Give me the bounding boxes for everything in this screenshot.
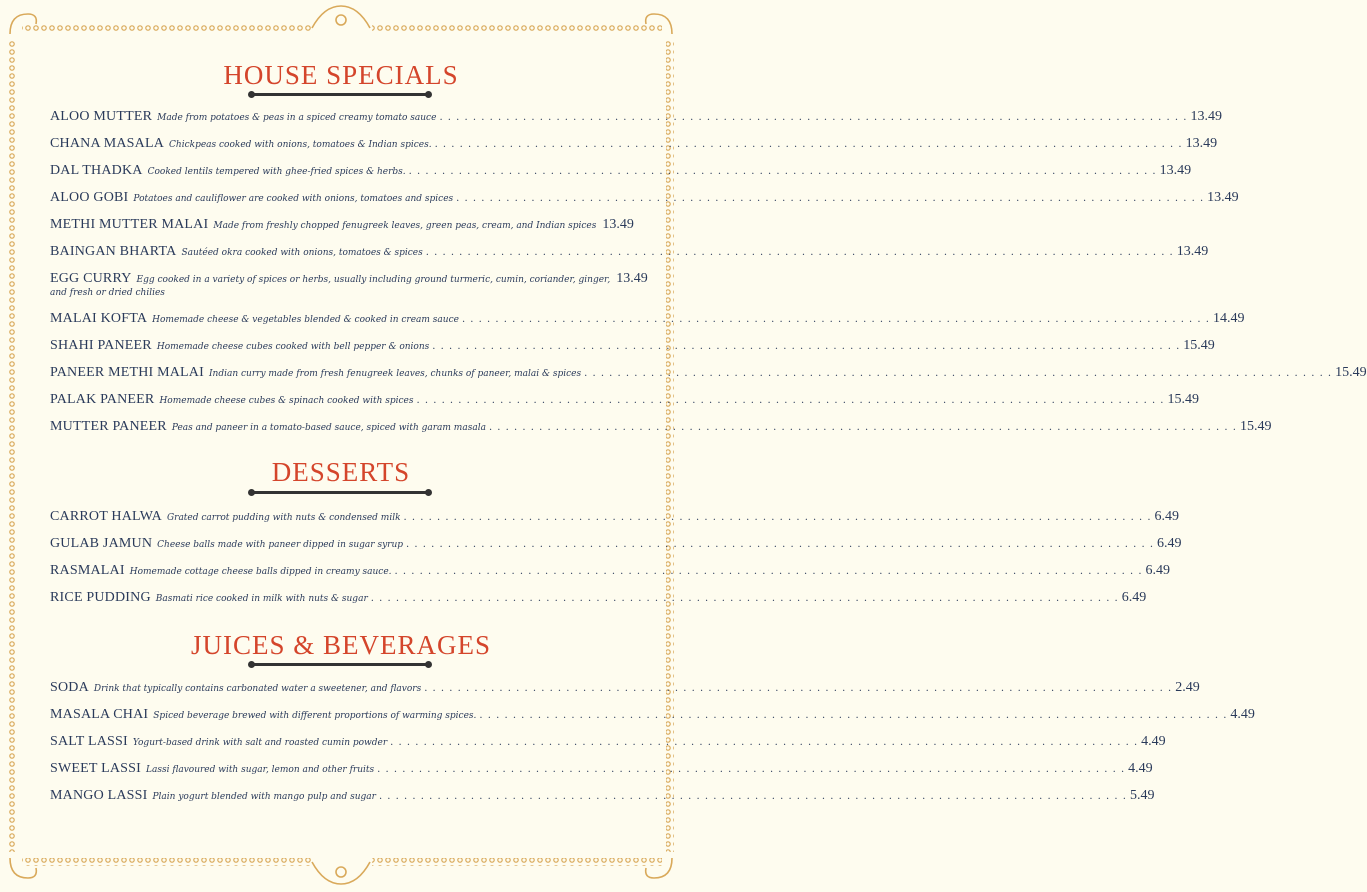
item-description: Yogurt-based drink with salt and roasted cumin powder xyxy=(132,738,388,748)
item-price: 13.49 xyxy=(1176,244,1209,259)
item-description: Sautéed okra cooked with onions, tomatoes & spices xyxy=(181,248,423,258)
item-name: GULAB JAMUN xyxy=(50,536,153,551)
item-name: PALAK PANEER xyxy=(50,392,155,407)
item-price: 15.49 xyxy=(1183,338,1215,353)
item-name: METHI MUTTER MALAI xyxy=(50,217,209,232)
leader-dots xyxy=(456,193,1204,204)
leader-dots xyxy=(584,368,1332,379)
item-description: Cheese balls made with paneer dipped in sugar syrup xyxy=(157,540,404,550)
leader-dots xyxy=(417,395,1165,406)
section-divider xyxy=(251,491,429,494)
item-name: MANGO LASSI xyxy=(50,788,148,803)
item-name: MASALA CHAI xyxy=(50,707,149,722)
menu-item xyxy=(50,136,1218,163)
leader-dots xyxy=(432,341,1180,352)
leader-dots xyxy=(426,247,1174,258)
item-price: 6.49 xyxy=(1157,536,1182,551)
section-title-juices-beverages: JUICES & BEVERAGES xyxy=(190,630,492,660)
item-description: Peas and paneer in a tomato-based sauce, spiced with garam masala xyxy=(171,423,486,433)
item-description: Indian curry made from fresh fenugreek leaves, chunks of paneer, malai & spices xyxy=(208,369,582,379)
menu-item xyxy=(50,338,1215,365)
leader-dots xyxy=(409,166,1157,177)
leader-dots xyxy=(371,593,1119,604)
item-price: 13.49 xyxy=(1185,136,1218,151)
menu-item xyxy=(50,707,1255,734)
item-description: Plain yogurt blended with mango pulp and sugar xyxy=(152,792,376,802)
leader-dots xyxy=(390,737,1138,748)
menu-item xyxy=(50,563,1171,590)
item-description: Chickpeas cooked with onions, tomatoes & Indian spices. xyxy=(169,140,432,150)
leader-dots xyxy=(406,539,1154,550)
item-name: MALAI KOFTA xyxy=(50,311,148,326)
item-description: Homemade cheese cubes cooked with bell pepper & onions xyxy=(156,342,430,352)
item-name: CHANA MASALA xyxy=(50,136,165,151)
item-name: SALT LASSI xyxy=(50,734,128,749)
item-name: CARROT HALWA xyxy=(50,509,162,524)
menu-item xyxy=(50,734,1166,761)
item-description: Grated carrot pudding with nuts & condensed milk xyxy=(166,513,401,523)
leader-dots xyxy=(395,566,1143,577)
item-price: 13.49 xyxy=(1207,190,1239,205)
leader-dots xyxy=(439,112,1187,123)
item-description: Homemade cheese cubes & spinach cooked with spices xyxy=(159,396,414,406)
item-price: 6.49 xyxy=(1121,590,1147,605)
item-description: Spiced beverage brewed with different proportions of warming spices. xyxy=(153,711,477,721)
item-description: Made from potatoes & peas in a spiced creamy tomato sauce xyxy=(157,113,437,123)
item-name: ALOO GOBI xyxy=(50,190,129,205)
leader-dots xyxy=(379,791,1127,802)
item-description: Cooked lentils tempered with ghee-fried spices & herbs. xyxy=(147,167,406,177)
item-description: Homemade cottage cheese balls dipped in creamy sauce. xyxy=(129,567,392,577)
item-price: 13.49 xyxy=(602,217,634,232)
menu-item xyxy=(50,536,1182,563)
item-name: SODA xyxy=(50,680,89,695)
leader-dots xyxy=(462,314,1210,325)
menu-item xyxy=(50,419,1272,446)
item-name: EGG CURRY xyxy=(50,271,132,286)
item-description: Basmati rice cooked in milk with nuts & sugar xyxy=(155,594,368,604)
leader-dots xyxy=(489,422,1237,433)
item-name: SWEET LASSI xyxy=(50,761,141,776)
leader-dots xyxy=(479,710,1227,721)
item-price: 13.49 xyxy=(1159,163,1192,178)
item-price: 2.49 xyxy=(1175,680,1200,695)
item-name: DAL THADKA xyxy=(50,163,143,178)
menu-item xyxy=(50,163,1192,190)
item-description: Drink that typically contains carbonated water a sweetener, and flavors xyxy=(93,684,422,694)
section-title-house-specials: HOUSE SPECIALS xyxy=(223,60,459,90)
menu-item xyxy=(50,271,648,311)
item-price: 6.49 xyxy=(1154,509,1180,524)
item-name: BAINGAN BHARTA xyxy=(50,244,177,259)
item-name: PANEER METHI MALAI xyxy=(50,365,204,380)
item-price: 13.49 xyxy=(1190,109,1222,124)
item-price: 14.49 xyxy=(1212,311,1245,326)
leader-dots xyxy=(424,683,1172,694)
item-name: RASMALAI xyxy=(50,563,125,578)
menu-item xyxy=(50,365,1367,392)
item-name: RICE PUDDING xyxy=(50,590,151,605)
item-price: 15.49 xyxy=(1335,365,1367,380)
section-divider xyxy=(251,663,429,666)
leader-dots xyxy=(435,139,1183,150)
menu-item xyxy=(50,680,1200,707)
menu-item xyxy=(50,590,1147,617)
menu-item xyxy=(50,109,1222,136)
item-description: Lassi flavoured with sugar, lemon and other fruits xyxy=(146,765,375,775)
item-name: SHAHI PANEER xyxy=(50,338,152,353)
leader-dots xyxy=(404,512,1152,523)
item-description: Homemade cheese & vegetables blended & cooked in cream sauce xyxy=(152,315,459,325)
section-divider xyxy=(251,93,429,96)
menu-item xyxy=(50,509,1180,536)
house-specials-list xyxy=(50,109,1367,446)
item-description-continued: and fresh or dried chilies xyxy=(50,288,165,298)
item-price: 15.49 xyxy=(1167,392,1199,407)
menu-item xyxy=(50,244,1209,271)
menu-item xyxy=(50,217,634,244)
item-price: 4.49 xyxy=(1128,761,1153,776)
leader-dots xyxy=(377,764,1125,775)
menu-item xyxy=(50,788,1155,815)
item-price: 4.49 xyxy=(1141,734,1166,749)
menu-item xyxy=(50,311,1245,338)
item-description: Egg cooked in a variety of spices or herbs, usually including ground turmeric, cumin, coriander, ginger, xyxy=(136,275,611,285)
menu-item xyxy=(50,392,1199,419)
section-title-desserts: DESSERTS xyxy=(271,457,411,487)
item-price: 13.49 xyxy=(616,271,648,286)
menu-item xyxy=(50,190,1239,217)
desserts-list xyxy=(50,509,1182,617)
item-description: Potatoes and cauliflower are cooked with onions, tomatoes and spices xyxy=(133,194,454,204)
item-description: Made from freshly chopped fenugreek leaves, green peas, cream, and Indian spices xyxy=(213,221,597,231)
menu-item xyxy=(50,761,1153,788)
item-price: 15.49 xyxy=(1239,419,1272,434)
item-name: ALOO MUTTER xyxy=(50,109,153,124)
item-name: MUTTER PANEER xyxy=(50,419,167,434)
beverages-list xyxy=(50,680,1255,815)
item-price: 4.49 xyxy=(1230,707,1255,722)
item-price: 6.49 xyxy=(1145,563,1171,578)
item-price: 5.49 xyxy=(1129,788,1155,803)
